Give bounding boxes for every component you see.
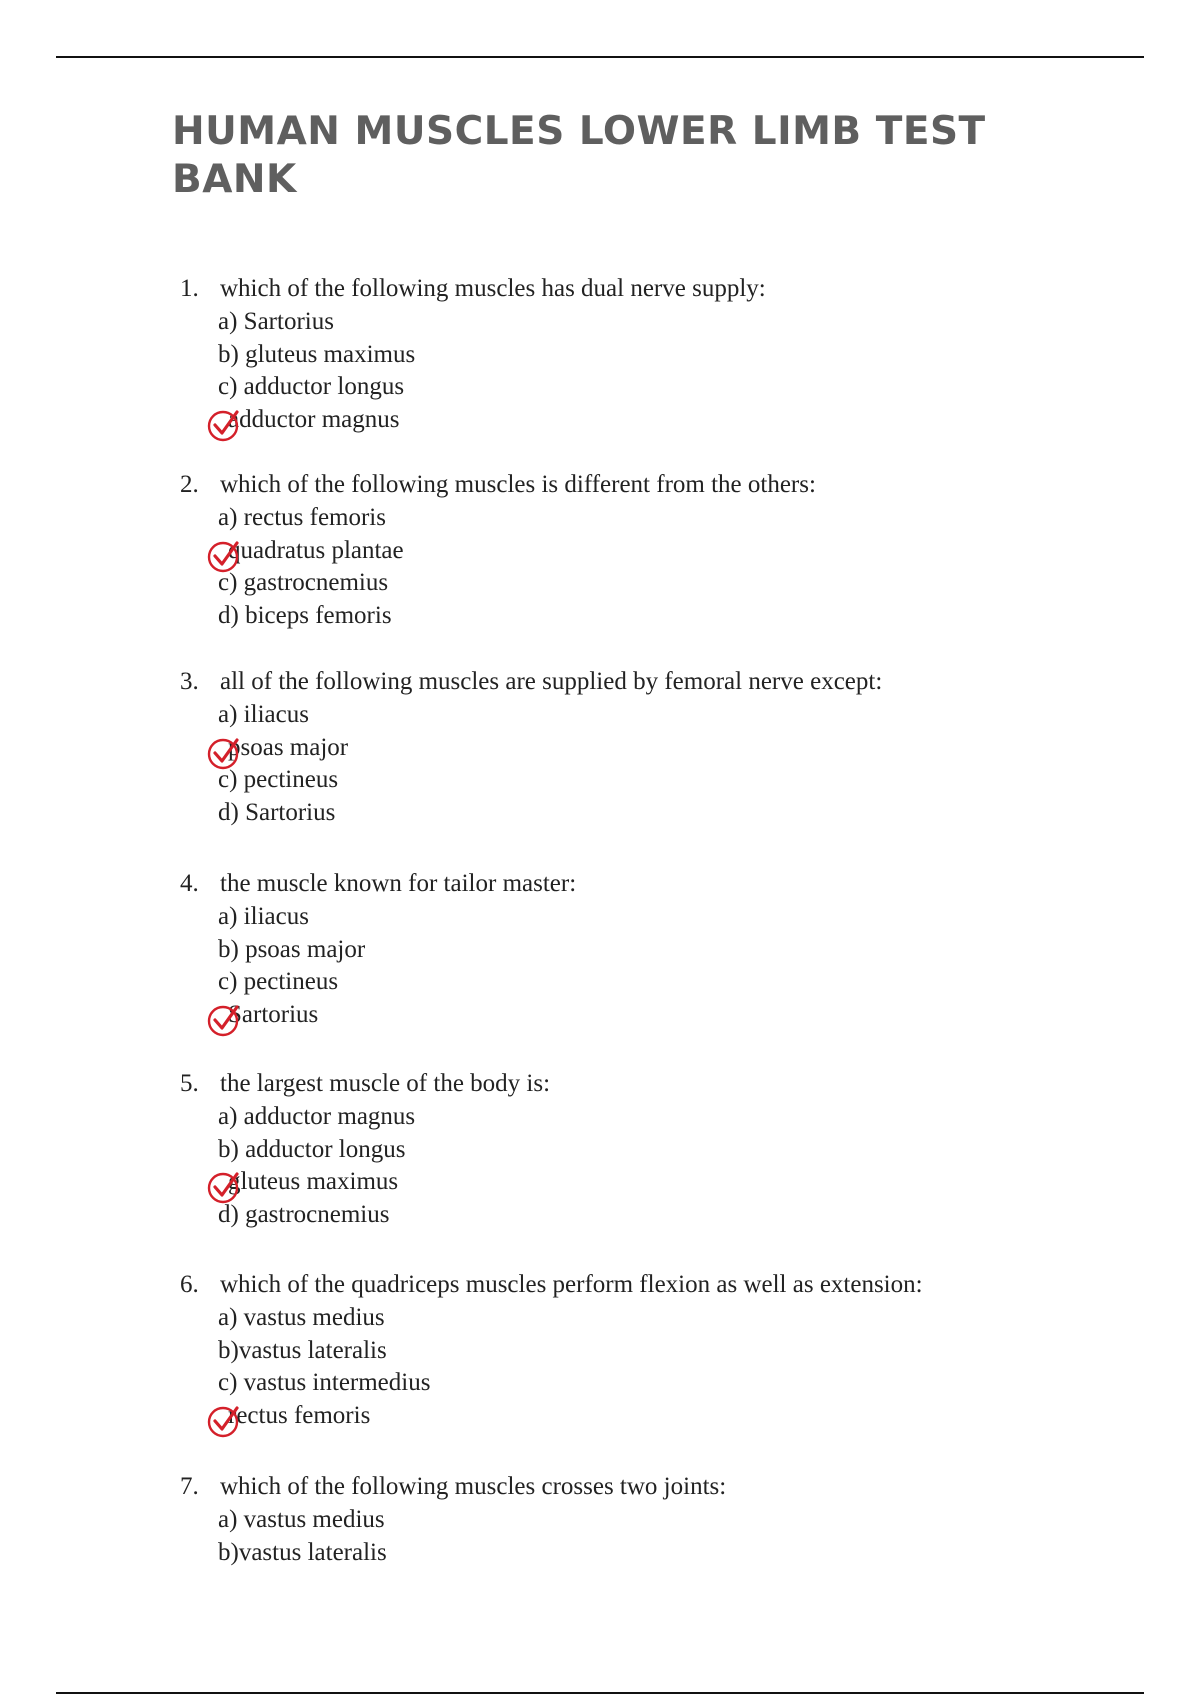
question-text: the muscle known for tailor master: [220,870,577,897]
question-text: all of the following muscles are supplied by femoral nerve except: [220,668,883,695]
option-text: a) iliacus [218,903,309,930]
option-text: b) adductor longus [218,1135,406,1163]
answer-option [180,966,1080,999]
question-stem [180,665,1080,699]
question-number: 7. [180,1473,199,1500]
option-text: b) gluteus maximus [218,340,416,368]
answer-option [180,567,1080,600]
option-text: a) iliacus [218,701,309,728]
option-text: c) pectineus [218,968,339,995]
answer-option [180,934,1080,967]
question-number: 5. [180,1070,199,1097]
question-text: the largest muscle of the body is: [220,1070,551,1097]
option-text: b)vastus lateralis [218,1336,387,1364]
option-text: b)vastus lateralis [218,1538,387,1566]
option-text: c) pectineus [218,766,339,793]
question-2 [180,468,1080,632]
answer-option [180,1335,1080,1368]
answer-option [180,306,1080,339]
question-text: which of the quadriceps muscles perform flexion as well as extension: [220,1271,923,1298]
answer-option [180,502,1080,535]
option-text: c) gastrocnemius [218,569,389,596]
question-stem [180,1470,1080,1504]
option-text: a) vastus medius [218,1506,385,1533]
question-stem [180,867,1080,901]
question-7 [180,1470,1080,1569]
checkmark-icon [206,1002,240,1036]
answer-option-correct [180,1400,1080,1433]
answer-option [180,1199,1080,1232]
answer-option [180,1302,1080,1335]
option-text: Sartorius [228,1000,319,1028]
option-text: b) psoas major [218,935,366,963]
answer-option [180,600,1080,633]
option-text: d) Sartorius [218,798,336,826]
answer-option-correct [180,999,1080,1032]
answer-option [180,339,1080,372]
question-number: 4. [180,870,199,897]
option-text: quadratus plantae [228,536,404,564]
question-6 [180,1268,1080,1432]
answer-option [180,901,1080,934]
option-text: a) rectus femoris [218,504,386,531]
question-number: 6. [180,1271,199,1298]
answer-option [180,1367,1080,1400]
answer-option [180,1504,1080,1537]
option-text: psoas major [228,733,349,761]
question-stem [180,468,1080,502]
answer-option [180,699,1080,732]
question-5 [180,1067,1080,1231]
option-text: a) adductor magnus [218,1103,416,1130]
answer-option [180,371,1080,404]
question-stem [180,272,1080,306]
option-text: a) Sartorius [218,308,334,335]
top-rule [56,56,1144,58]
answer-option [180,1134,1080,1167]
question-stem [180,1067,1080,1101]
checkmark-icon [206,407,240,441]
option-text: gluteus maximus [228,1168,399,1195]
option-text: adductor magnus [228,405,400,433]
question-4 [180,867,1080,1031]
answer-option [180,797,1080,830]
answer-option [180,1537,1080,1570]
question-number: 1. [180,275,199,302]
answer-option-correct [180,1166,1080,1199]
option-text: d) gastrocnemius [218,1200,390,1228]
page-title: HUMAN MUSCLES LOWER LIMB TEST BANK [172,109,986,202]
question-text: which of the following muscles is different from the others: [220,471,816,498]
answer-option-correct [180,535,1080,568]
option-text: c) vastus intermedius [218,1369,431,1396]
question-number: 3. [180,668,199,695]
question-stem [180,1268,1080,1302]
option-text: d) biceps femoris [218,601,392,629]
option-text: c) adductor longus [218,373,405,400]
option-text: rectus femoris [228,1401,371,1429]
question-text: which of the following muscles crosses two joints: [220,1473,727,1500]
question-3 [180,665,1080,829]
answer-option-correct [180,404,1080,437]
answer-option [180,764,1080,797]
question-number: 2. [180,471,199,498]
bottom-rule [56,1692,1144,1694]
option-text: a) vastus medius [218,1304,385,1331]
question-text: which of the following muscles has dual nerve supply: [220,275,766,302]
checkmark-icon [206,1403,240,1437]
answer-option-correct [180,732,1080,765]
answer-option [180,1101,1080,1134]
question-1 [180,272,1080,436]
